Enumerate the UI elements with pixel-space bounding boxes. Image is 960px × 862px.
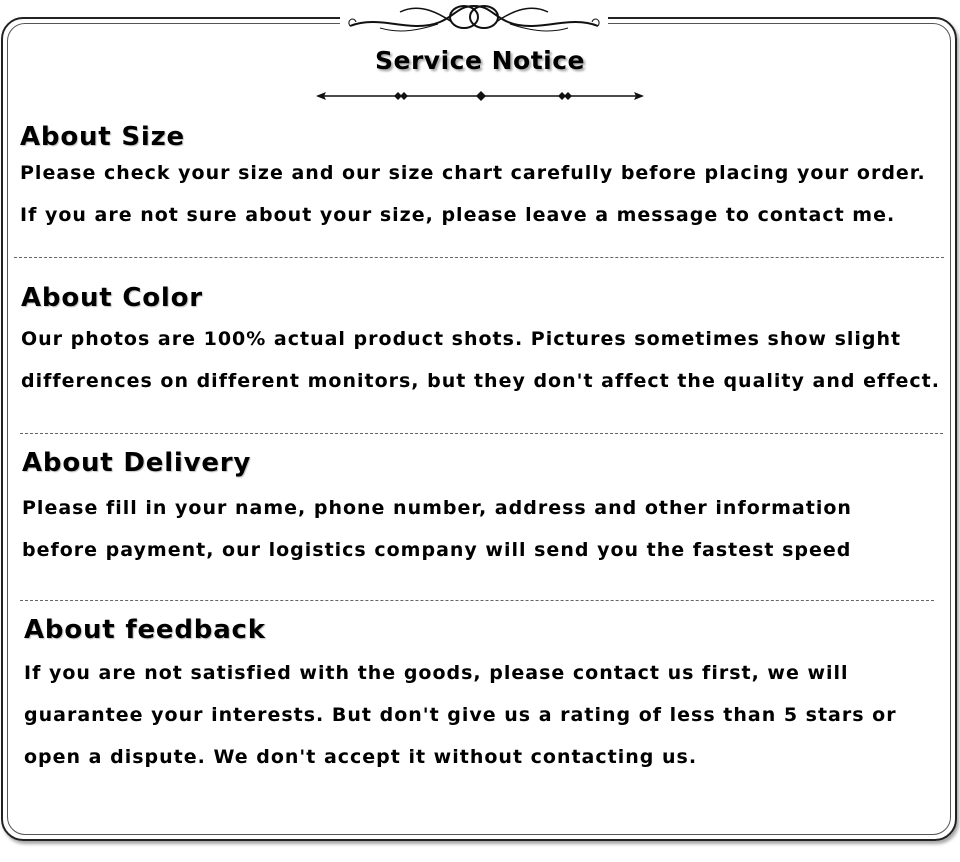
- section-text-line: If you are not satisfied with the goods, please contact us first, we will: [24, 662, 849, 684]
- flourish-ornament-icon: [340, 0, 608, 40]
- section-heading: About feedback: [24, 615, 266, 645]
- section-text-line: Please check your size and our size chart carefully before placing your order.: [20, 162, 926, 184]
- section-divider: [14, 257, 944, 258]
- section-text-line: before payment, our logistics company will send you the fastest speed: [22, 539, 852, 561]
- page-title: Service Notice: [374, 46, 586, 75]
- section-text-line: differences on different monitors, but they don't affect the quality and effect.: [21, 370, 940, 392]
- section-text-line: Please fill in your name, phone number, address and other information: [22, 497, 852, 519]
- section-text-line: Our photos are 100% actual product shots. Pictures sometimes show slight: [21, 328, 902, 350]
- section-divider: [20, 433, 943, 434]
- section-heading: About Delivery: [22, 448, 252, 478]
- section-text-line: If you are not sure about your size, please leave a message to contact me.: [20, 204, 896, 226]
- section-text-line: open a dispute. We don't accept it without contacting us.: [24, 746, 698, 768]
- section-text-line: guarantee your interests. But don't give us a rating of less than 5 stars or: [24, 704, 897, 726]
- divider-ornament-icon: [314, 89, 646, 103]
- section-heading: About Color: [21, 283, 203, 313]
- section-divider: [20, 600, 934, 601]
- section-heading: About Size: [20, 122, 185, 152]
